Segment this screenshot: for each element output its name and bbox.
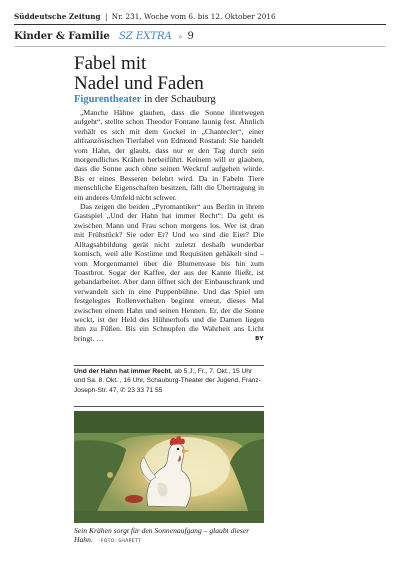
article-body: [74, 108, 264, 344]
paragraph-1: „Manche Hähne glauben, dass die Sonne ihretwegen aufgeht“, stellte schon Theodor Fontane launig fest. Ähnlich verhält es sich mit dem Gockel in „Chantecler“, einer altfranzösischen Tierfabel von Edmond Rostand: Sie handelt vom Hahn, der glaubt, dass nur er den Tag durch sein morgendliches Krähen herbeiführt. Keinem will er glauben, dass die Sonne auch ohne seinen Weckruf aufgehen würde. Bis er eines Besseren belehrt wird. Da in Fabeln Tiere menschliche Eigenschaften besitzen, fällt die Übertragung in ein anderes Umfeld nicht schwer.: [74, 108, 264, 202]
page-separator: »: [177, 33, 183, 41]
section-bar: [14, 30, 386, 44]
red-flower: [125, 495, 143, 503]
masthead-rule: [14, 24, 386, 25]
author-byline: BY: [255, 335, 264, 342]
rooster-photo: [74, 411, 264, 523]
rooster-eye: [177, 448, 179, 450]
photo-top-band: [74, 411, 264, 433]
event-info: [74, 367, 264, 395]
photo-credit: FOTO: SHAPETT: [100, 539, 142, 545]
section-rule: [14, 46, 386, 47]
section-label: Kinder & Familie: [14, 31, 110, 42]
event-details: , ab 5 J., Fr., 7. Okt., 15 Uhr und Sa. 8. Okt. , 16 Uhr, Schauburg-Theater der Jugend, Franz-Joseph-Str. 47, ✆ 23 33 71 55: [74, 368, 261, 394]
page-number: 9: [187, 31, 194, 42]
headline: [74, 54, 264, 94]
masthead: Süddeutsche Zeitung | Nr. 231, Woche vom 6. bis 12. Oktober 2016: [14, 12, 276, 21]
subhead: [74, 94, 264, 106]
headline-line-2: Nadel und Faden: [74, 73, 204, 94]
photo-caption: [74, 526, 264, 546]
paragraph-2: [74, 202, 264, 343]
subhead-kicker: Figurentheater: [74, 94, 142, 105]
newspaper-name: Süddeutsche Zeitung: [14, 12, 101, 21]
caption-text: Sein Krähen sorgt für den Sonnenaufgang – glaubt dieser Hahn.: [74, 526, 250, 545]
issue-info: Nr. 231, Woche vom 6. bis 12. Oktober 2016: [111, 12, 276, 21]
yellow-bloom: [107, 472, 113, 478]
event-title: Und der Hahn hat immer Recht: [74, 368, 171, 375]
info-rule-bottom: [74, 406, 264, 407]
supplement-label: SZ EXTRA: [118, 31, 172, 42]
headline-line-1: Fabel mit: [74, 53, 147, 74]
stage-floor: [74, 511, 264, 523]
info-rule-top: [74, 365, 264, 366]
paragraph-2-text: Das zeigen die beiden „Pyromantiker“ aus Berlin in ihrem Gastspiel „Und der Hahn hat immer Recht“: Da geht es zwischen Mann und Frau schon morgens los. Wer ist dran mit Frühstück? Sie oder Er? Und wo sind die Eier? Die Alltagsabbildung gerät nicht zuletzt deshalb wunderbar komisch, weil alle Kostüme und Requisiten gehäkelt sind – vom Morgenmantel über die Blumenvase bis hin zum Toastbrot. Sogar der Kaffee, der aus der Kanne fließt, ist gehandarbeitet. Aber dann öffnet sich der Einbauschrank und verwandelt sich in eine Puppenbühne. Und das Spiel um festgelegtes Rollenverhalten beginnt erneut, dieses Mal zwischen einem Hahn und seinen Hennen. Er, der die Sonne weckt, ist der Held des Hühnerhofs und die Damen liegen ihm zu Füßen. Bis ein Schnupfen die Wahrheit ans Licht bringt. …: [74, 202, 264, 343]
rooster-illustration: [74, 411, 264, 523]
subhead-rest: in der Schauburg: [141, 94, 216, 105]
